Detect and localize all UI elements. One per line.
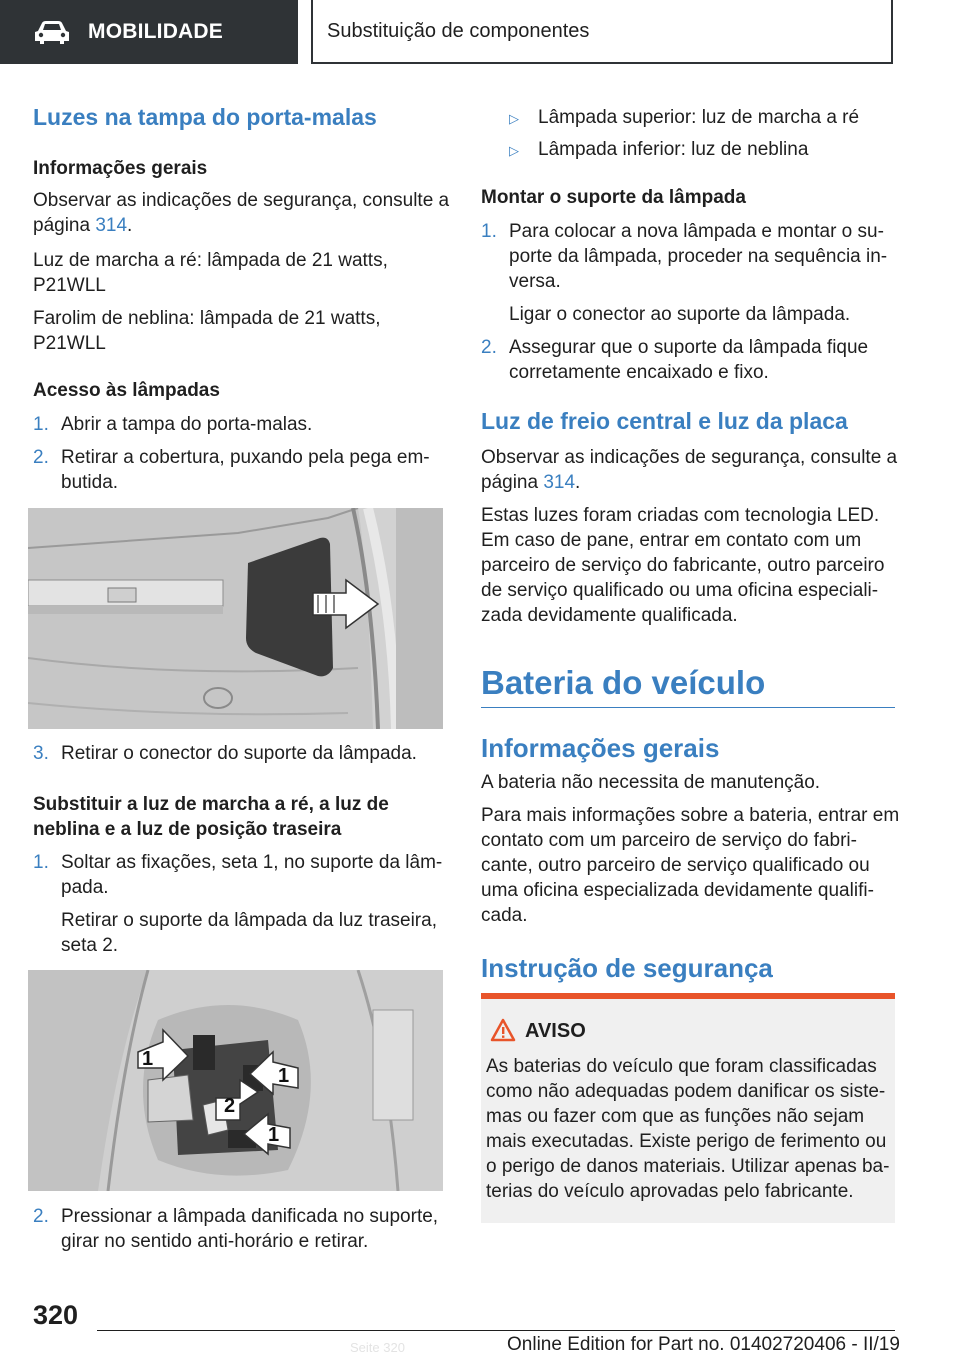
battery-text: uma oficina especializada devidamente qualifi-	[481, 880, 874, 901]
car-icon	[32, 19, 72, 45]
arrow-label: 1	[278, 1065, 290, 1087]
warning-text: As baterias do veículo que foram classificadas	[486, 1056, 877, 1077]
warning-label: AVISO	[525, 1020, 586, 1042]
watermark-text: Seite 320	[350, 1340, 405, 1355]
step-text: Retirar o conector do suporte da lâmpada.	[61, 743, 417, 764]
replace-heading	[33, 792, 389, 842]
step-text: Ligar o conector ao suporte da lâmpada.	[509, 304, 851, 325]
bullet-text: Lâmpada inferior: luz de neblina	[538, 139, 809, 160]
step-text: Pressionar a lâmpada danificada no suporte,	[61, 1206, 439, 1227]
step-text: girar no sentido anti-horário e retirar.	[61, 1231, 369, 1252]
warning-text: mais executadas. Existe perigo de ferimento ou	[486, 1131, 887, 1152]
warning-text: terias do veículo aprovadas pelo fabricante.	[486, 1181, 854, 1202]
warning-triangle-icon	[490, 1018, 516, 1042]
step-text: versa.	[509, 271, 561, 292]
footer-divider	[97, 1330, 895, 1331]
warning-text: mas ou fazer com que as funções não sejam	[486, 1106, 865, 1127]
battery-text: contato com um parceiro de serviço do fabri-	[481, 830, 857, 851]
step-text: porte da lâmpada, proceder na sequência in-	[509, 246, 888, 267]
reverse-lamp-spec: Luz de marcha a ré: lâmpada de 21 watts,	[33, 250, 388, 271]
step-text: Para colocar a nova lâmpada e montar o su-	[509, 221, 884, 242]
page-link-314[interactable]: 314	[95, 215, 128, 236]
bullet-text: Lâmpada superior: luz de marcha a ré	[538, 107, 860, 128]
step-text: pada.	[61, 877, 109, 898]
step-text: butida.	[61, 472, 119, 493]
step-text: corretamente encaixado e fixo.	[509, 362, 769, 383]
replace-heading-line: Substituir a luz de marcha a ré, a luz de	[33, 794, 389, 815]
safety-note-line: Observar as indicações de segurança, consulte a	[481, 447, 898, 468]
section-heading-brake-light: Luz de freio central e luz da placa	[481, 408, 848, 434]
step-text: Soltar as fixações, seta 1, no suporte da lâm-	[61, 852, 443, 873]
safety-note-suffix: .	[127, 215, 133, 236]
reverse-lamp-type: P21WLL	[33, 275, 106, 296]
step-text: Assegurar que o suporte da lâmpada fique	[509, 337, 869, 358]
warning-text: o perigo de danos materiais. Utilizar apenas ba-	[486, 1156, 890, 1177]
step-text: Abrir a tampa do porta-malas.	[61, 414, 313, 435]
step-number: 1.	[33, 852, 49, 873]
fog-lamp-type: P21WLL	[33, 333, 106, 354]
led-text: zada devidamente qualificada.	[481, 605, 738, 626]
led-text: Em caso de pane, entrar em contato com um	[481, 530, 862, 551]
general-info-heading: Informações gerais	[33, 158, 208, 179]
battery-text: Para mais informações sobre a bateria, entrar em	[481, 805, 900, 826]
arrow-label: 1	[142, 1048, 154, 1070]
safety-instruction-heading: Instrução de segurança	[481, 953, 773, 983]
led-text: parceiro de serviço do fabricante, outro parceiro	[481, 555, 885, 576]
led-text: de serviço qualificado ou uma oficina especiali-	[481, 580, 879, 601]
step-number: 2.	[33, 447, 49, 468]
access-heading: Acesso às lâmpadas	[33, 380, 220, 401]
lamp-holder-figure	[28, 970, 443, 1191]
bullet-triangle-icon: ▷	[509, 111, 519, 126]
trunk-lid-cover-figure	[28, 508, 443, 729]
replace-heading-line: neblina e a luz de posição traseira	[33, 819, 342, 840]
step-number: 2.	[481, 337, 497, 358]
page-link-314[interactable]: 314	[543, 472, 576, 493]
safety-note-page-line	[481, 470, 580, 495]
step-text: Retirar a cobertura, puxando pela pega em-	[61, 447, 430, 468]
step-number: 1.	[481, 221, 497, 242]
chapter-heading-battery: Bateria do veículo	[481, 664, 766, 701]
arrow-label: 1	[268, 1124, 280, 1146]
safety-note-prefix: página	[33, 215, 96, 236]
step-number: 2.	[33, 1206, 49, 1227]
page-number: 320	[33, 1300, 79, 1330]
safety-note-line: Observar as indicações de segurança, consulte a	[33, 190, 450, 211]
safety-note-page-line	[33, 213, 132, 238]
arrow-label: 2	[224, 1095, 236, 1117]
step-text: Retirar o suporte da lâmpada da luz traseira,	[61, 910, 437, 931]
section-title: Substituição de componentes	[311, 0, 893, 64]
edition-info: Online Edition for Part no. 01402720406 - II/19	[507, 1334, 900, 1355]
led-text: Estas luzes foram criadas com tecnologia LED.	[481, 505, 880, 526]
step-number: 3.	[33, 743, 49, 764]
bullet-triangle-icon: ▷	[509, 143, 519, 158]
step-number: 1.	[33, 414, 49, 435]
safety-note-prefix: página	[481, 472, 544, 493]
step-text: seta 2.	[61, 935, 119, 956]
chapter-tab[interactable]	[0, 0, 298, 64]
battery-text: cante, outro parceiro de serviço qualificado ou	[481, 855, 870, 876]
battery-info-heading: Informações gerais	[481, 733, 720, 763]
chapter-tab-label: MOBILIDADE	[88, 20, 223, 43]
warning-text: como não adequadas podem danificar os siste-	[486, 1081, 886, 1102]
safety-note-suffix: .	[575, 472, 581, 493]
fog-lamp-spec: Farolim de neblina: lâmpada de 21 watts,	[33, 308, 381, 329]
heading-divider	[481, 707, 895, 708]
section-heading-trunk-lights: Luzes na tampa do porta-malas	[33, 104, 377, 130]
battery-text: cada.	[481, 905, 528, 926]
mount-heading: Montar o suporte da lâmpada	[481, 187, 746, 208]
battery-text: A bateria não necessita de manutenção.	[481, 772, 821, 793]
